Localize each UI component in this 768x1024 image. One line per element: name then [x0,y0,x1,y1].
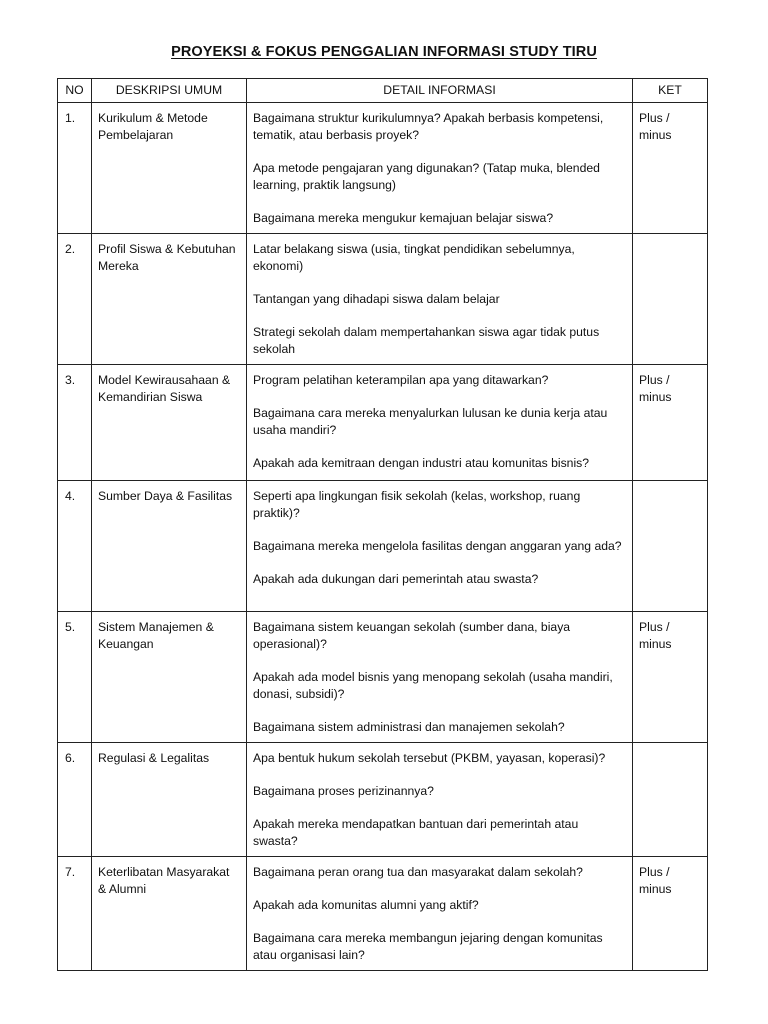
header-deskripsi-umum: DESKRIPSI UMUM [92,79,247,103]
row-deskripsi: Profil Siswa & Kebutuhan Mereka [92,234,247,365]
row-ket: Plus / minus [633,857,708,971]
row-number: 4. [58,481,92,612]
row-number: 2. [58,234,92,365]
header-no: NO [58,79,92,103]
row-detail [247,234,633,365]
detail-question: Strategi sekolah dalam mempertahankan siswa agar tidak putus sekolah [253,325,600,356]
detail-question: Apakah ada dukungan dari pemerintah atau swasta? [253,572,539,586]
info-table [57,78,708,971]
header-detail-informasi: DETAIL INFORMASI [247,79,633,103]
row-detail [247,365,633,481]
row-deskripsi: Sistem Manajemen & Keuangan [92,612,247,743]
row-detail [247,103,633,234]
detail-question: Apakah ada komunitas alumni yang aktif? [253,898,479,912]
header-ket: KET [633,79,708,103]
row-deskripsi: Keterlibatan Masyarakat & Alumni [92,857,247,971]
row-ket [633,743,708,857]
detail-question: Apa metode pengajaran yang digunakan? (Tatap muka, blended learning, praktik langsung) [253,161,600,192]
detail-question: Bagaimana sistem administrasi dan manajemen sekolah? [253,720,565,734]
detail-question: Bagaimana struktur kurikulumnya? Apakah berbasis kompetensi, tematik, atau berbasis proyek? [253,111,604,142]
row-detail [247,612,633,743]
table-header-row [58,79,708,103]
row-number: 6. [58,743,92,857]
detail-question: Apakah ada model bisnis yang menopang sekolah (usaha mandiri, donasi, subsidi)? [253,670,613,701]
table-row [58,612,708,743]
table-row [58,481,708,612]
row-detail [247,857,633,971]
detail-question: Apa bentuk hukum sekolah tersebut (PKBM, yayasan, koperasi)? [253,751,606,765]
row-ket: Plus / minus [633,612,708,743]
document-title: PROYEKSI & FOKUS PENGGALIAN INFORMASI STUDY TIRU [171,44,597,60]
table-row [58,365,708,481]
row-ket: Plus / minus [633,103,708,234]
detail-question: Latar belakang siswa (usia, tingkat pendidikan sebelumnya, ekonomi) [253,242,575,273]
row-number: 7. [58,857,92,971]
detail-question: Bagaimana cara mereka membangun jejaring dengan komunitas atau organisasi lain? [253,931,603,962]
row-deskripsi: Regulasi & Legalitas [92,743,247,857]
table-row [58,857,708,971]
row-number: 5. [58,612,92,743]
detail-question: Apakah mereka mendapatkan bantuan dari pemerintah atau swasta? [253,817,579,848]
row-deskripsi: Sumber Daya & Fasilitas [92,481,247,612]
detail-question: Bagaimana sistem keuangan sekolah (sumber dana, biaya operasional)? [253,620,571,651]
row-detail [247,743,633,857]
detail-question: Bagaimana mereka mengukur kemajuan belajar siswa? [253,211,554,225]
detail-question: Tantangan yang dihadapi siswa dalam belajar [253,292,500,306]
table-row [58,103,708,234]
detail-question: Bagaimana proses perizinannya? [253,784,434,798]
detail-question: Seperti apa lingkungan fisik sekolah (kelas, workshop, ruang praktik)? [253,489,581,520]
detail-question: Bagaimana mereka mengelola fasilitas dengan anggaran yang ada? [253,539,622,553]
detail-question: Apakah ada kemitraan dengan industri atau komunitas bisnis? [253,456,590,470]
detail-question: Program pelatihan keterampilan apa yang ditawarkan? [253,373,549,387]
table-row [58,743,708,857]
row-ket [633,234,708,365]
table-row [58,234,708,365]
row-number: 1. [58,103,92,234]
row-ket: Plus / minus [633,365,708,481]
detail-question: Bagaimana cara mereka menyalurkan lulusan ke dunia kerja atau usaha mandiri? [253,406,608,437]
row-deskripsi: Model Kewirausahaan & Kemandirian Siswa [92,365,247,481]
detail-question: Bagaimana peran orang tua dan masyarakat dalam sekolah? [253,865,583,879]
row-number: 3. [58,365,92,481]
row-ket [633,481,708,612]
row-deskripsi: Kurikulum & Metode Pembelajaran [92,103,247,234]
row-detail [247,481,633,612]
